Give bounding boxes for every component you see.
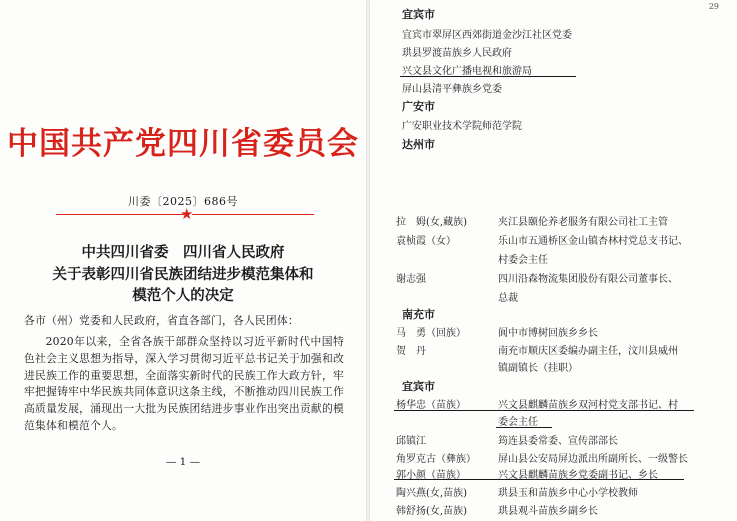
body-paragraph: 2020年以来，全省各族干部群众坚持以习近平新时代中国特色社会主义思想为指导，深入学习贯彻习近平总书记关于加强和改进民族工作的重要思想，全面落实新时代的民族工作大政方针，牢牢把握铸牢中华民族共同体意识这条主线，不断推动四川民族工作高质量发展，涌现出一大批为民族团结进步事业作出突出贡献的模范集体和模范个人。 xyxy=(24,335,344,432)
underline-annotation xyxy=(400,76,576,77)
person-name: 韩舒扬(女,苗族) xyxy=(396,506,467,517)
list-item: 兴文县文化广播电视和旅游局 xyxy=(402,66,532,77)
person-post: 屏山县公安局屏边派出所副所长、一级警长 xyxy=(498,454,688,465)
person-post: 乐山市五通桥区金山镇杏林村党总支书记、 xyxy=(498,236,688,247)
list-item: 珙县罗渡苗族乡人民政府 xyxy=(402,48,512,59)
person-post: 筠连县委常委、宣传部部长 xyxy=(498,436,618,447)
headline-line: 关于表彰四川省民族团结进步模范集体和 xyxy=(52,266,314,283)
person-post: 兴文县麒麟苗族乡双河村党支部书记、村 xyxy=(498,400,678,411)
person-name: 郭小颜（苗族） xyxy=(396,470,466,481)
underline-annotation xyxy=(394,479,684,480)
person-name: 陶兴燕(女,苗族) xyxy=(396,488,467,499)
red-divider-right xyxy=(192,214,314,215)
person-post: 总裁 xyxy=(498,293,518,304)
person-post: 南充市顺庆区委编办副主任，汶川县威州 xyxy=(498,346,678,357)
left-document-page xyxy=(0,0,366,521)
person-post: 委会主任 xyxy=(498,417,538,428)
person-post: 夹江县颐伦养老服务有限公司社工主管 xyxy=(498,217,668,228)
person-name: 角罗克古（彝族） xyxy=(396,454,476,465)
person-name: 袁桢霞（女） xyxy=(396,236,456,247)
document-number: 川委〔2025〕686号 xyxy=(128,195,238,208)
person-name: 谢志强 xyxy=(396,274,426,285)
person-name: 杨华忠（苗族） xyxy=(396,400,466,411)
city-heading: 宜宾市 xyxy=(402,380,435,393)
person-name: 拉 姆(女,藏族) xyxy=(396,217,467,228)
person-post: 村委会主任 xyxy=(498,255,548,266)
city-heading: 达州市 xyxy=(402,138,435,151)
underline-annotation xyxy=(394,410,694,411)
city-heading: 广安市 xyxy=(402,100,435,113)
right-document-page xyxy=(370,0,737,521)
city-heading: 南充市 xyxy=(402,308,435,321)
headline-line: 模范个人的决定 xyxy=(132,287,234,304)
salutation: 各市（州）党委和人民政府，省直各部门，各人民团体： xyxy=(24,314,299,327)
list-item: 屏山县清平彝族乡党委 xyxy=(402,84,502,95)
person-post: 兴文县麒麟苗族乡党委副书记、乡长 xyxy=(498,470,658,481)
page-mark: 29 xyxy=(708,2,719,11)
person-post: 镇副镇长（挂职） xyxy=(498,363,578,374)
person-name: 马 勇（回族） xyxy=(396,328,466,339)
city-heading: 宜宾市 xyxy=(402,8,435,21)
list-item: 广安职业技术学院师范学院 xyxy=(402,121,522,132)
person-post: 阆中市博树回族乡乡长 xyxy=(498,328,598,339)
headline-line: 中共四川省委 四川省人民政府 xyxy=(81,244,285,261)
person-name: 贺 丹 xyxy=(396,346,426,357)
document-header-title: 中国共产党四川省委员会 xyxy=(7,126,359,162)
list-item: 宜宾市翠屏区西郊街道金沙江社区党委 xyxy=(402,30,572,41)
red-star-icon: ★ xyxy=(180,205,194,223)
person-post: 珙县玉和苗族乡中心小学校教师 xyxy=(498,488,638,499)
person-post: 四川沿森物流集团股份有限公司董事长、 xyxy=(498,274,678,285)
person-post: 珙县观斗苗族乡副乡长 xyxy=(498,506,598,517)
person-name: 邱镇江 xyxy=(396,436,426,447)
red-divider-left xyxy=(56,214,184,215)
underline-annotation xyxy=(496,427,552,428)
page-number: — 1 — xyxy=(165,456,201,468)
